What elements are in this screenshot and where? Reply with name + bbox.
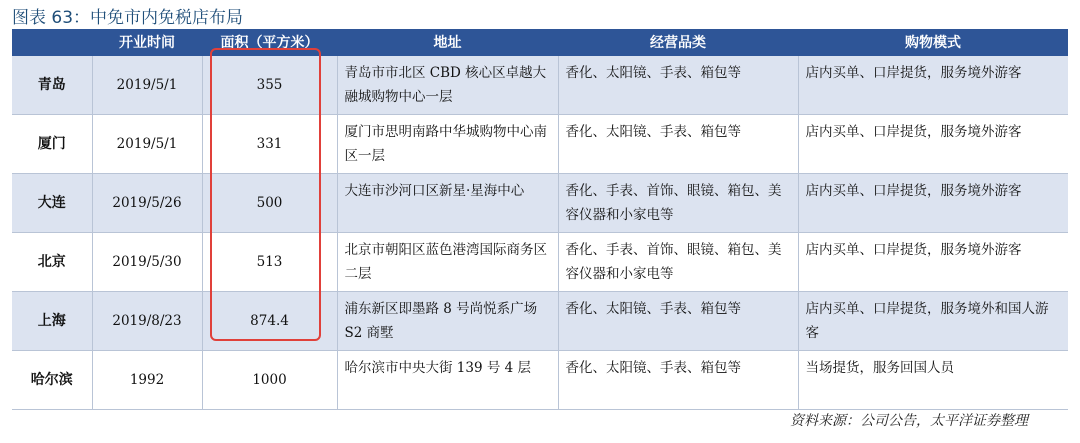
table-row xyxy=(12,174,1068,233)
date-cell: 2019/5/26 xyxy=(92,174,202,233)
category-cell: 香化、手表、首饰、眼镜、箱包、美容仪器和小家电等 xyxy=(558,174,798,233)
date-cell: 2019/5/1 xyxy=(92,56,202,115)
address-cell: 大连市沙河口区新星·星海中心 xyxy=(337,174,558,233)
city-cell: 上海 xyxy=(12,292,92,351)
area-cell: 874.4 xyxy=(202,292,337,351)
header-area: 面积（平方米） xyxy=(202,29,337,56)
header-row xyxy=(12,29,1068,56)
city-cell: 哈尔滨 xyxy=(12,351,92,410)
category-cell: 香化、太阳镜、手表、箱包等 xyxy=(558,115,798,174)
table-caption: 图表 63：中免市内免税店布局 xyxy=(12,8,244,28)
table-row xyxy=(12,351,1068,410)
city-cell: 大连 xyxy=(12,174,92,233)
city-cell: 北京 xyxy=(12,233,92,292)
date-cell: 1992 xyxy=(92,351,202,410)
address-cell: 浦东新区即墨路 8 号尚悦系广场 S2 商墅 xyxy=(337,292,558,351)
area-cell: 355 xyxy=(202,56,337,115)
address-cell: 哈尔滨市中央大街 139 号 4 层 xyxy=(337,351,558,410)
table-row xyxy=(12,115,1068,174)
address-cell: 青岛市市北区 CBD 核心区卓越大融城购物中心一层 xyxy=(337,56,558,115)
mode-cell: 店内买单、口岸提货，服务境外游客 xyxy=(798,174,1068,233)
address-cell: 厦门市思明南路中华城购物中心南区一层 xyxy=(337,115,558,174)
mode-cell: 当场提货，服务回国人员 xyxy=(798,351,1068,410)
mode-cell: 店内买单、口岸提货，服务境外游客 xyxy=(798,115,1068,174)
table-row xyxy=(12,56,1068,115)
city-cell: 厦门 xyxy=(12,115,92,174)
source-note: 资料来源：公司公告，太平洋证券整理 xyxy=(790,413,1028,429)
table-row xyxy=(12,292,1068,351)
category-cell: 香化、手表、首饰、眼镜、箱包、美容仪器和小家电等 xyxy=(558,233,798,292)
date-cell: 2019/5/30 xyxy=(92,233,202,292)
category-cell: 香化、太阳镜、手表、箱包等 xyxy=(558,292,798,351)
mode-cell: 店内买单、口岸提货，服务境外和国人游客 xyxy=(798,292,1068,351)
mode-cell: 店内买单、口岸提货，服务境外游客 xyxy=(798,56,1068,115)
header-shopping-mode: 购物模式 xyxy=(798,29,1068,56)
area-column-highlight-box xyxy=(210,48,321,341)
date-cell: 2019/5/1 xyxy=(92,115,202,174)
city-cell: 青岛 xyxy=(12,56,92,115)
area-cell: 331 xyxy=(202,115,337,174)
header-address: 地址 xyxy=(337,29,558,56)
category-cell: 香化、太阳镜、手表、箱包等 xyxy=(558,351,798,410)
header-category: 经营品类 xyxy=(558,29,798,56)
area-cell: 1000 xyxy=(202,351,337,410)
header-city xyxy=(12,29,92,56)
duty-free-table xyxy=(12,29,1068,410)
mode-cell: 店内买单、口岸提货，服务境外游客 xyxy=(798,233,1068,292)
category-cell: 香化、太阳镜、手表、箱包等 xyxy=(558,56,798,115)
table-row xyxy=(12,233,1068,292)
area-cell: 513 xyxy=(202,233,337,292)
header-open-date: 开业时间 xyxy=(92,29,202,56)
address-cell: 北京市朝阳区蓝色港湾国际商务区二层 xyxy=(337,233,558,292)
area-cell: 500 xyxy=(202,174,337,233)
date-cell: 2019/8/23 xyxy=(92,292,202,351)
